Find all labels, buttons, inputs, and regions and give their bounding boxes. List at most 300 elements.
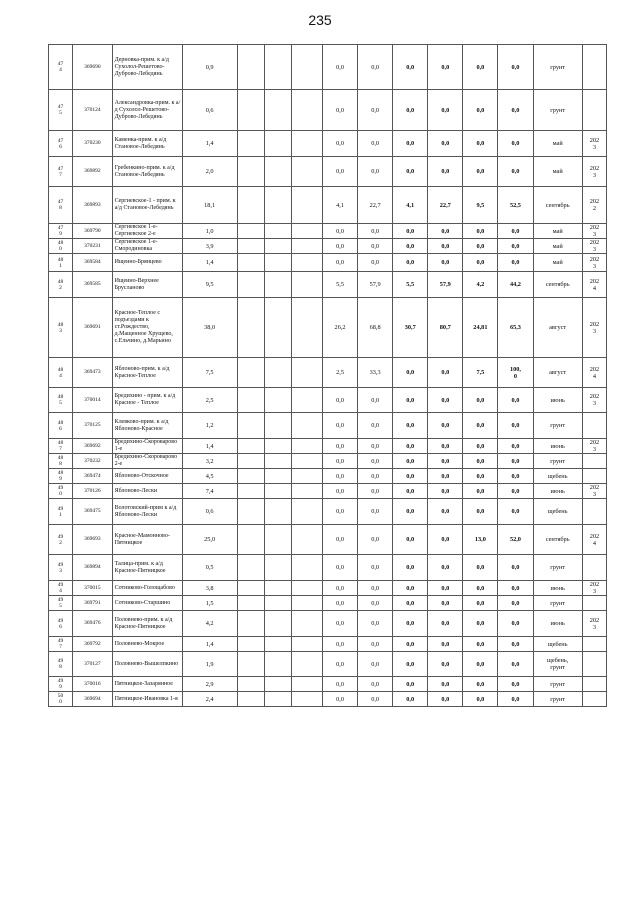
- value-1: 0,0: [323, 525, 358, 555]
- empty-cell: [292, 499, 323, 525]
- value-5: 0,0: [463, 555, 498, 581]
- value-1: 0,0: [323, 652, 358, 677]
- value-4: 0,0: [428, 484, 463, 499]
- road-name: Талица-прим. к а/д Красное-Пятницкое: [112, 555, 182, 581]
- empty-cell: [237, 692, 264, 707]
- road-code: 369893: [73, 187, 112, 224]
- month-or-surface: грунт: [533, 596, 582, 611]
- year: [582, 413, 606, 439]
- month-or-surface: май: [533, 224, 582, 239]
- value-3: 0,0: [393, 131, 428, 157]
- table-row: [49, 224, 607, 239]
- row-index: 47 4: [49, 45, 73, 90]
- value-1: 4,1: [323, 187, 358, 224]
- road-name: Пятницкое-Ивановка 1-я: [112, 692, 182, 707]
- row-index: 47 9: [49, 224, 73, 239]
- road-name: Бредихино-Скороварово 2-е: [112, 454, 182, 469]
- empty-cell: [237, 157, 264, 187]
- empty-cell: [292, 90, 323, 131]
- value-1: 0,0: [323, 454, 358, 469]
- value-2: 0,0: [358, 45, 393, 90]
- value-2: 0,0: [358, 611, 393, 637]
- road-code: 370016: [73, 677, 112, 692]
- row-index: 50 0: [49, 692, 73, 707]
- road-code: 370126: [73, 484, 112, 499]
- road-length: 2,4: [182, 692, 237, 707]
- month-or-surface: май: [533, 157, 582, 187]
- empty-cell: [237, 484, 264, 499]
- road-name: Яблоново-Лески: [112, 484, 182, 499]
- row-index: 49 1: [49, 499, 73, 525]
- road-code: 369792: [73, 637, 112, 652]
- value-5: 0,0: [463, 454, 498, 469]
- year: 202 3: [582, 239, 606, 254]
- row-index: 48 6: [49, 413, 73, 439]
- year: 202 3: [582, 298, 606, 358]
- empty-cell: [264, 90, 291, 131]
- value-3: 0,0: [393, 677, 428, 692]
- empty-cell: [264, 692, 291, 707]
- value-1: 0,0: [323, 611, 358, 637]
- road-length: 18,1: [182, 187, 237, 224]
- value-6: 0,0: [498, 90, 533, 131]
- year: [582, 555, 606, 581]
- year: [582, 499, 606, 525]
- month-or-surface: грунт: [533, 555, 582, 581]
- row-index: 48 5: [49, 388, 73, 413]
- table-row: [49, 677, 607, 692]
- value-4: 0,0: [428, 692, 463, 707]
- table-row: [49, 45, 607, 90]
- road-code: 369894: [73, 555, 112, 581]
- value-5: 0,0: [463, 677, 498, 692]
- value-5: 0,0: [463, 131, 498, 157]
- value-1: 0,0: [323, 157, 358, 187]
- value-1: 0,0: [323, 388, 358, 413]
- empty-cell: [237, 272, 264, 298]
- road-name: Александровка-прим. к а/д Сухолол-Решетово-Дуброво-Лебедянь: [112, 90, 182, 131]
- value-2: 0,0: [358, 454, 393, 469]
- empty-cell: [292, 254, 323, 272]
- value-2: 33,3: [358, 358, 393, 388]
- empty-cell: [237, 581, 264, 596]
- empty-cell: [237, 525, 264, 555]
- value-6: 0,0: [498, 677, 533, 692]
- value-4: 0,0: [428, 581, 463, 596]
- empty-cell: [264, 439, 291, 454]
- road-name: Половнево-Вышелпкино: [112, 652, 182, 677]
- empty-cell: [264, 484, 291, 499]
- road-name: Яблоново-Отскочное: [112, 469, 182, 484]
- value-4: 0,0: [428, 157, 463, 187]
- empty-cell: [292, 525, 323, 555]
- empty-cell: [237, 358, 264, 388]
- value-4: 0,0: [428, 413, 463, 439]
- table-row: [49, 581, 607, 596]
- road-code: 370231: [73, 239, 112, 254]
- year: 202 3: [582, 484, 606, 499]
- road-length: 0,6: [182, 90, 237, 131]
- value-6: 0,0: [498, 555, 533, 581]
- empty-cell: [292, 677, 323, 692]
- road-code: 370124: [73, 90, 112, 131]
- value-3: 0,0: [393, 388, 428, 413]
- empty-cell: [292, 469, 323, 484]
- empty-cell: [292, 157, 323, 187]
- value-2: 0,0: [358, 224, 393, 239]
- empty-cell: [292, 439, 323, 454]
- value-4: 22,7: [428, 187, 463, 224]
- month-or-surface: сентябрь: [533, 272, 582, 298]
- month-or-surface: грунт: [533, 677, 582, 692]
- road-code: 369691: [73, 298, 112, 358]
- month-or-surface: июнь: [533, 388, 582, 413]
- road-code: 369584: [73, 254, 112, 272]
- road-code: 369475: [73, 499, 112, 525]
- value-3: 0,0: [393, 239, 428, 254]
- road-code: 369585: [73, 272, 112, 298]
- month-or-surface: май: [533, 254, 582, 272]
- table-row: [49, 187, 607, 224]
- month-or-surface: июнь: [533, 484, 582, 499]
- value-6: 52,5: [498, 187, 533, 224]
- road-name: Бредихино-Скороварово 1-е: [112, 439, 182, 454]
- value-1: 0,0: [323, 254, 358, 272]
- empty-cell: [237, 131, 264, 157]
- value-1: 0,0: [323, 469, 358, 484]
- road-name: Клевково-прим. к а/д Яблоново-Красное: [112, 413, 182, 439]
- year: 202 4: [582, 525, 606, 555]
- value-2: 0,0: [358, 413, 393, 439]
- road-length: 4,2: [182, 611, 237, 637]
- road-code: 370127: [73, 652, 112, 677]
- row-index: 49 5: [49, 596, 73, 611]
- road-name: Сотниково-Голощабово: [112, 581, 182, 596]
- empty-cell: [264, 45, 291, 90]
- table-row: [49, 484, 607, 499]
- empty-cell: [264, 224, 291, 239]
- table-row: [49, 239, 607, 254]
- value-5: 0,0: [463, 596, 498, 611]
- road-length: 0,6: [182, 499, 237, 525]
- empty-cell: [292, 239, 323, 254]
- empty-cell: [237, 224, 264, 239]
- road-name: Бредихино - прим. к а/д Красное - Теплое: [112, 388, 182, 413]
- year: 202 3: [582, 157, 606, 187]
- value-2: 0,0: [358, 469, 393, 484]
- row-index: 48 3: [49, 298, 73, 358]
- month-or-surface: щебень: [533, 469, 582, 484]
- month-or-surface: грунт: [533, 45, 582, 90]
- road-length: 2,5: [182, 388, 237, 413]
- empty-cell: [264, 677, 291, 692]
- value-1: 0,0: [323, 555, 358, 581]
- empty-cell: [264, 555, 291, 581]
- value-5: 0,0: [463, 239, 498, 254]
- value-2: 0,0: [358, 499, 393, 525]
- value-2: 0,0: [358, 131, 393, 157]
- table-row: [49, 157, 607, 187]
- road-code: 369692: [73, 439, 112, 454]
- value-6: 0,0: [498, 499, 533, 525]
- row-index: 49 0: [49, 484, 73, 499]
- empty-cell: [237, 637, 264, 652]
- road-code: 369790: [73, 224, 112, 239]
- value-3: 0,0: [393, 454, 428, 469]
- road-length: 1,2: [182, 413, 237, 439]
- year: 202 3: [582, 611, 606, 637]
- month-or-surface: грунт: [533, 413, 582, 439]
- value-4: 57,9: [428, 272, 463, 298]
- roads-table-body: [49, 45, 607, 707]
- road-name: Сотниково-Старшино: [112, 596, 182, 611]
- year: [582, 677, 606, 692]
- month-or-surface: сентябрь: [533, 525, 582, 555]
- road-code: 370125: [73, 413, 112, 439]
- value-6: 100, 0: [498, 358, 533, 388]
- road-code: 369693: [73, 525, 112, 555]
- value-6: 0,0: [498, 484, 533, 499]
- table-row: [49, 358, 607, 388]
- value-1: 0,0: [323, 131, 358, 157]
- value-2: 0,0: [358, 439, 393, 454]
- table-row: [49, 388, 607, 413]
- year: [582, 596, 606, 611]
- row-index: 49 6: [49, 611, 73, 637]
- value-3: 0,0: [393, 637, 428, 652]
- empty-cell: [237, 413, 264, 439]
- value-4: 0,0: [428, 45, 463, 90]
- empty-cell: [264, 637, 291, 652]
- page-number: 235: [308, 12, 332, 28]
- value-3: 0,0: [393, 692, 428, 707]
- value-4: 0,0: [428, 90, 463, 131]
- month-or-surface: грунт: [533, 90, 582, 131]
- empty-cell: [292, 413, 323, 439]
- row-index: 49 9: [49, 677, 73, 692]
- value-5: 0,0: [463, 439, 498, 454]
- value-5: 0,0: [463, 224, 498, 239]
- value-3: 0,0: [393, 224, 428, 239]
- road-length: 2,9: [182, 677, 237, 692]
- empty-cell: [264, 388, 291, 413]
- empty-cell: [292, 652, 323, 677]
- value-2: 68,8: [358, 298, 393, 358]
- empty-cell: [292, 596, 323, 611]
- empty-cell: [292, 484, 323, 499]
- month-or-surface: щебень: [533, 637, 582, 652]
- value-5: 0,0: [463, 254, 498, 272]
- row-index: 47 8: [49, 187, 73, 224]
- value-6: 0,0: [498, 454, 533, 469]
- value-4: 0,0: [428, 499, 463, 525]
- value-1: 0,0: [323, 45, 358, 90]
- value-1: 0,0: [323, 484, 358, 499]
- value-2: 0,0: [358, 484, 393, 499]
- empty-cell: [237, 388, 264, 413]
- value-3: 30,7: [393, 298, 428, 358]
- empty-cell: [264, 611, 291, 637]
- value-5: 0,0: [463, 484, 498, 499]
- value-5: 0,0: [463, 637, 498, 652]
- empty-cell: [264, 254, 291, 272]
- value-3: 0,0: [393, 555, 428, 581]
- value-4: 0,0: [428, 525, 463, 555]
- year: [582, 637, 606, 652]
- value-5: 9,5: [463, 187, 498, 224]
- value-1: 0,0: [323, 413, 358, 439]
- month-or-surface: август: [533, 298, 582, 358]
- row-index: 49 8: [49, 652, 73, 677]
- empty-cell: [292, 454, 323, 469]
- year: [582, 652, 606, 677]
- value-3: 0,0: [393, 45, 428, 90]
- value-6: 0,0: [498, 581, 533, 596]
- empty-cell: [292, 637, 323, 652]
- value-5: 4,2: [463, 272, 498, 298]
- value-6: 0,0: [498, 45, 533, 90]
- value-2: 0,0: [358, 388, 393, 413]
- value-2: 57,9: [358, 272, 393, 298]
- empty-cell: [292, 187, 323, 224]
- value-6: 0,0: [498, 157, 533, 187]
- road-name: Сергиевское 1-е-Сергиевское 2-е: [112, 224, 182, 239]
- value-3: 0,0: [393, 525, 428, 555]
- table-row: [49, 131, 607, 157]
- road-length: 4,5: [182, 469, 237, 484]
- road-name: Волотовский-прим к а/д Яблоново-Лески: [112, 499, 182, 525]
- year: [582, 692, 606, 707]
- road-name: Половнево-прим. к а/д Красное-Пятницкое: [112, 611, 182, 637]
- month-or-surface: май: [533, 239, 582, 254]
- empty-cell: [237, 239, 264, 254]
- table-row: [49, 413, 607, 439]
- road-length: 3,2: [182, 454, 237, 469]
- empty-cell: [264, 187, 291, 224]
- empty-cell: [237, 254, 264, 272]
- value-3: 5,5: [393, 272, 428, 298]
- value-2: 0,0: [358, 254, 393, 272]
- value-3: 0,0: [393, 484, 428, 499]
- empty-cell: [292, 555, 323, 581]
- value-5: 0,0: [463, 45, 498, 90]
- empty-cell: [237, 499, 264, 525]
- empty-cell: [264, 454, 291, 469]
- table-row: [49, 692, 607, 707]
- year: [582, 45, 606, 90]
- road-name: Гребенкино-прим. к а/д Становое-Лебедянь: [112, 157, 182, 187]
- value-4: 0,0: [428, 239, 463, 254]
- table-row: [49, 525, 607, 555]
- value-5: 0,0: [463, 581, 498, 596]
- value-1: 0,0: [323, 581, 358, 596]
- row-index: 48 8: [49, 454, 73, 469]
- row-index: 47 5: [49, 90, 73, 131]
- empty-cell: [237, 652, 264, 677]
- road-name: Половнево-Мокрое: [112, 637, 182, 652]
- value-3: 0,0: [393, 254, 428, 272]
- road-code: 369473: [73, 358, 112, 388]
- value-5: 0,0: [463, 413, 498, 439]
- value-6: 0,0: [498, 239, 533, 254]
- value-2: 0,0: [358, 596, 393, 611]
- value-1: 0,0: [323, 596, 358, 611]
- value-2: 0,0: [358, 157, 393, 187]
- value-6: 0,0: [498, 611, 533, 637]
- table-row: [49, 272, 607, 298]
- value-6: 0,0: [498, 388, 533, 413]
- table-row: [49, 499, 607, 525]
- year: [582, 454, 606, 469]
- month-or-surface: июнь: [533, 581, 582, 596]
- value-6: 0,0: [498, 413, 533, 439]
- month-or-surface: щебень: [533, 499, 582, 525]
- empty-cell: [264, 499, 291, 525]
- empty-cell: [264, 525, 291, 555]
- roads-table-container: [48, 44, 607, 707]
- table-row: [49, 254, 607, 272]
- empty-cell: [264, 272, 291, 298]
- year: [582, 469, 606, 484]
- empty-cell: [264, 596, 291, 611]
- value-3: 0,0: [393, 90, 428, 131]
- road-name: Каменка-прим. к а/д Становое-Лебедянь: [112, 131, 182, 157]
- empty-cell: [264, 413, 291, 439]
- road-length: 9,5: [182, 272, 237, 298]
- year: 202 4: [582, 358, 606, 388]
- value-5: 24,81: [463, 298, 498, 358]
- empty-cell: [292, 272, 323, 298]
- road-name: Яблоново-прим. к а/д Красное-Теплое: [112, 358, 182, 388]
- value-4: 0,0: [428, 637, 463, 652]
- value-5: 0,0: [463, 652, 498, 677]
- value-1: 0,0: [323, 499, 358, 525]
- value-4: 0,0: [428, 454, 463, 469]
- empty-cell: [292, 224, 323, 239]
- road-length: 3,9: [182, 239, 237, 254]
- month-or-surface: июнь: [533, 611, 582, 637]
- row-index: 49 7: [49, 637, 73, 652]
- road-code: 369892: [73, 157, 112, 187]
- value-2: 0,0: [358, 555, 393, 581]
- empty-cell: [292, 298, 323, 358]
- value-1: 0,0: [323, 677, 358, 692]
- road-length: 7,5: [182, 358, 237, 388]
- empty-cell: [237, 596, 264, 611]
- road-code: 370232: [73, 454, 112, 469]
- value-4: 0,0: [428, 224, 463, 239]
- value-4: 0,0: [428, 469, 463, 484]
- value-1: 0,0: [323, 224, 358, 239]
- road-length: 0,9: [182, 45, 237, 90]
- value-1: 0,0: [323, 90, 358, 131]
- road-length: 1,4: [182, 131, 237, 157]
- road-length: 1,4: [182, 439, 237, 454]
- road-name: Сергиевское-1 - прим. к а/д Становое-Лебедянь: [112, 187, 182, 224]
- road-code: 369690: [73, 45, 112, 90]
- road-name: Дерновка-прим. к а/д Сухолол-Решетово-Дуброво-Лебедянь: [112, 45, 182, 90]
- value-5: 0,0: [463, 469, 498, 484]
- row-index: 49 3: [49, 555, 73, 581]
- road-length: 1,0: [182, 224, 237, 239]
- road-code: 370014: [73, 388, 112, 413]
- value-5: 0,0: [463, 692, 498, 707]
- value-4: 0,0: [428, 358, 463, 388]
- value-1: 0,0: [323, 439, 358, 454]
- value-2: 0,0: [358, 652, 393, 677]
- value-2: 0,0: [358, 239, 393, 254]
- value-2: 0,0: [358, 692, 393, 707]
